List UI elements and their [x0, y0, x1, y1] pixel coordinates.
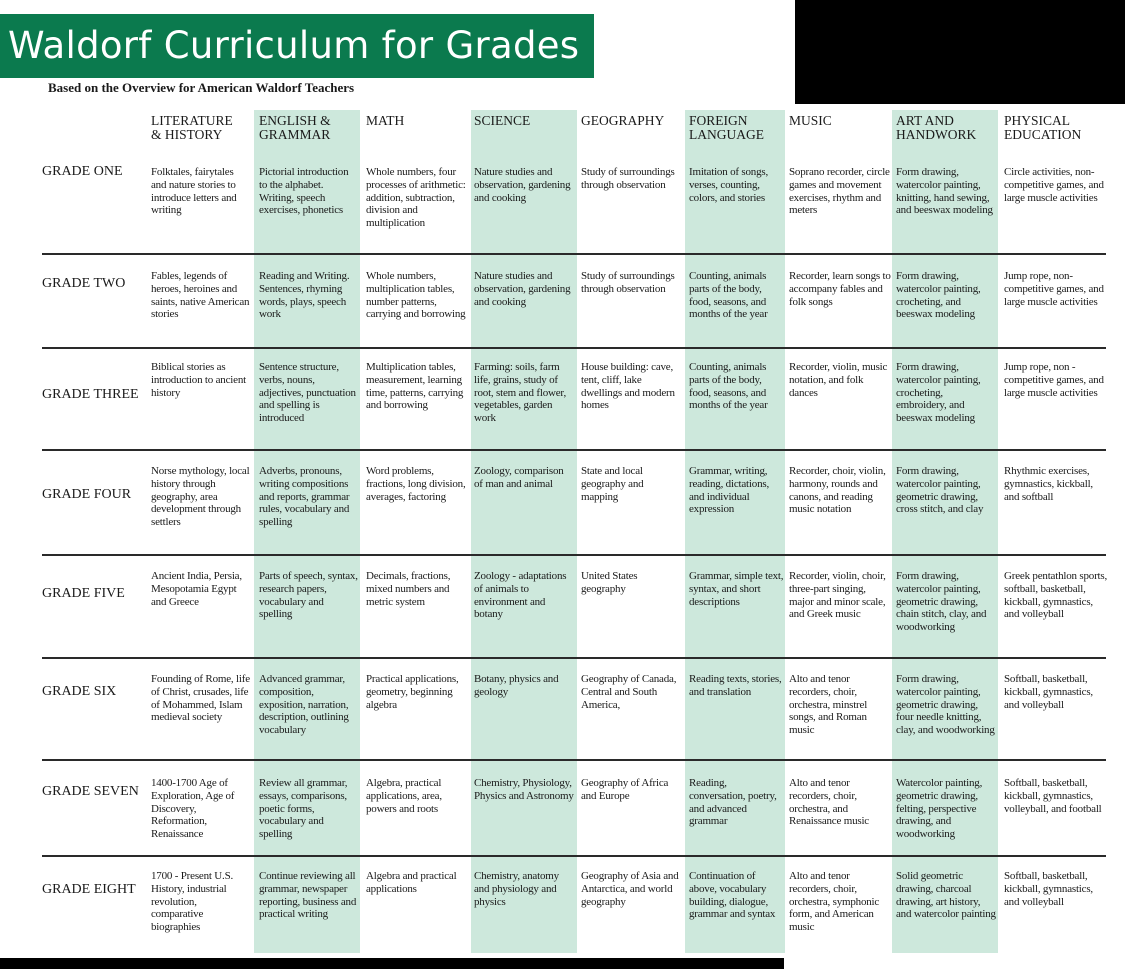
row-divider	[42, 253, 1106, 255]
curriculum-cell: Botany, physics and geology	[474, 673, 559, 698]
curriculum-cell: Jump rope, non - competitive games, and large muscle activities	[1004, 361, 1104, 399]
row-divider	[42, 759, 1106, 761]
grade-label: GRADE FIVE	[42, 586, 125, 601]
curriculum-cell: Form drawing, watercolor painting, crocheting, and beeswax modeling	[896, 270, 981, 321]
grade-label: GRADE SEVEN	[42, 784, 139, 799]
curriculum-cell: Geography of Asia and Antarctica, and world geography	[581, 870, 679, 908]
curriculum-cell: Imitation of songs, verses, counting, colors, and stories	[689, 166, 769, 204]
column-header-foreign-language: FOREIGN LANGUAGE	[689, 113, 764, 142]
curriculum-cell: Folktales, fairytales and nature stories to introduce letters and writing	[151, 166, 237, 217]
curriculum-cell: Rhythmic exercises, gymnastics, kickball, and softball	[1004, 465, 1093, 503]
curriculum-cell: Ancient India, Persia, Mesopotamia Egypt and Greece	[151, 570, 242, 608]
curriculum-cell: Alto and tenor recorders, choir, orchestra, and Renaissance music	[789, 777, 869, 828]
curriculum-cell: Grammar, simple text, syntax, and short descriptions	[689, 570, 784, 608]
column-header-literature: LITERATURE & HISTORY	[151, 113, 233, 142]
row-divider	[42, 449, 1106, 451]
curriculum-cell: Watercolor painting, geometric drawing, felting, perspective drawing, and woodworking	[896, 777, 983, 841]
curriculum-cell: Recorder, learn songs to accompany fables and folk songs	[789, 270, 891, 308]
column-header-science: SCIENCE	[474, 113, 531, 128]
curriculum-cell: Parts of speech, syntax, research papers, vocabulary and spelling	[259, 570, 358, 621]
curriculum-cell: Counting, animals parts of the body, food, seasons, and months of the year	[689, 270, 768, 321]
curriculum-cell: Form drawing, watercolor painting, crocheting, embroidery, and beeswax modeling	[896, 361, 981, 425]
curriculum-cell: Algebra and practical applications	[366, 870, 457, 895]
column-header-pe: PHYSICAL EDUCATION	[1004, 113, 1082, 142]
curriculum-cell: Chemistry, anatomy and physiology and physics	[474, 870, 559, 908]
curriculum-cell: Form drawing, watercolor painting, geometric drawing, chain stitch, clay, and woodworking	[896, 570, 987, 634]
curriculum-cell: Whole numbers, four processes of arithmetic: addition, subtraction, division and multiplication	[366, 166, 466, 230]
curriculum-cell: Soprano recorder, circle games and movement exercises, rhythm and meters	[789, 166, 890, 217]
curriculum-cell: Reading and Writing. Sentences, rhyming words, plays, speech work	[259, 270, 350, 321]
curriculum-cell: Sentence structure, verbs, nouns, adjectives, punctuation and spelling is introduced	[259, 361, 356, 425]
column-header-art: ART AND HANDWORK	[896, 113, 977, 142]
black-bottom-bar	[0, 958, 784, 969]
grade-label: GRADE TWO	[42, 276, 126, 291]
curriculum-cell: Softball, basketball, kickball, gymnastics, volleyball, and football	[1004, 777, 1102, 815]
curriculum-cell: United States geography	[581, 570, 638, 595]
black-corner-block	[795, 0, 1125, 104]
grade-label: GRADE EIGHT	[42, 882, 136, 897]
curriculum-cell: Fables, legends of heroes, heroines and saints, native American stories	[151, 270, 250, 321]
curriculum-cell: Reading texts, stories, and translation	[689, 673, 782, 698]
curriculum-cell: Grammar, writing, reading, dictations, and individual expression	[689, 465, 770, 516]
curriculum-cell: Geography of Africa and Europe	[581, 777, 669, 802]
curriculum-cell: Recorder, violin, music notation, and folk dances	[789, 361, 888, 399]
curriculum-cell: Recorder, choir, violin, harmony, rounds and canons, and reading music notation	[789, 465, 886, 516]
curriculum-cell: 1400-1700 Age of Exploration, Age of Discovery, Reformation, Renaissance	[151, 777, 235, 841]
page-subtitle: Based on the Overview for American Waldorf Teachers	[48, 80, 355, 95]
page-title: Waldorf Curriculum for Grades 1-8	[8, 24, 653, 67]
curriculum-cell: Review all grammar, essays, comparisons, poetic forms, vocabulary and spelling	[259, 777, 348, 841]
curriculum-cell: Alto and tenor recorders, choir, orchestra, minstrel songs, and Roman music	[789, 673, 868, 737]
curriculum-cell: Continuation of above, vocabulary building, dialogue, grammar and syntax	[689, 870, 776, 921]
curriculum-cell: Solid geometric drawing, charcoal drawing, art history, and watercolor painting	[896, 870, 996, 921]
column-header-music: MUSIC	[789, 113, 832, 128]
curriculum-cell: Decimals, fractions, mixed numbers and metric system	[366, 570, 451, 608]
curriculum-cell: Advanced grammar, composition, exposition, narration, description, outlining vocabulary	[259, 673, 349, 737]
curriculum-cell: Softball, basketball, kickball, gymnastics, and volleyball	[1004, 673, 1093, 711]
curriculum-cell: Biblical stories as introduction to ancient history	[151, 361, 246, 399]
curriculum-cell: Norse mythology, local history through geography, area development through settlers	[151, 465, 250, 529]
curriculum-cell: Adverbs, pronouns, writing compositions and reports, grammar rules, vocabulary and spelling	[259, 465, 350, 529]
curriculum-cell: Word problems, fractions, long division, averages, factoring	[366, 465, 466, 503]
curriculum-cell: Counting, animals parts of the body, food, seasons, and months of the year	[689, 361, 768, 412]
curriculum-cell: Form drawing, watercolor painting, geometric drawing, cross stitch, and clay	[896, 465, 984, 516]
curriculum-cell: Multiplication tables, measurement, learning time, patterns, carrying and borrowing	[366, 361, 464, 412]
curriculum-cell: Alto and tenor recorders, choir, orchestra, symphonic form, and American music	[789, 870, 880, 934]
curriculum-cell: Pictorial introduction to the alphabet. Writing, speech exercises, phonetics	[259, 166, 349, 217]
row-divider	[42, 657, 1106, 659]
curriculum-cell: Chemistry, Physiology, Physics and Astronomy	[474, 777, 574, 802]
curriculum-cell: Whole numbers, multiplication tables, number patterns, carrying and borrowing	[366, 270, 466, 321]
column-header-math: MATH	[366, 113, 405, 128]
curriculum-cell: Study of surroundings through observation	[581, 270, 675, 295]
shade-science	[471, 110, 577, 953]
curriculum-cell: Jump rope, non-competitive games, and large muscle activities	[1004, 270, 1104, 308]
curriculum-cell: Algebra, practical applications, area, powers and roots	[366, 777, 442, 815]
curriculum-cell: Form drawing, watercolor painting, knitting, hand sewing, and beeswax modeling	[896, 166, 993, 217]
curriculum-cell: Practical applications, geometry, beginning algebra	[366, 673, 459, 711]
grade-label: GRADE SIX	[42, 684, 117, 699]
curriculum-cell: Founding of Rome, life of Christ, crusades, life of Mohammed, Islam medieval society	[151, 673, 250, 724]
curriculum-cell: Zoology, comparison of man and animal	[474, 465, 564, 490]
curriculum-cell: Study of surroundings through observation	[581, 166, 675, 191]
title-banner	[0, 14, 653, 78]
grade-label: GRADE THREE	[42, 387, 139, 402]
row-divider	[42, 554, 1106, 556]
column-header-geography: GEOGRAPHY	[581, 113, 665, 128]
curriculum-cell: Softball, basketball, kickball, gymnastics, and volleyball	[1004, 870, 1093, 908]
row-divider	[42, 347, 1106, 349]
curriculum-cell: Reading, conversation, poetry, and advanced grammar	[689, 777, 777, 828]
curriculum-cell: Farming: soils, farm life, grains, study of root, stem and flower, vegetables, garden work	[474, 361, 566, 425]
curriculum-cell: Form drawing, watercolor painting, geometric drawing, four needle knitting, clay, and woodworking	[896, 673, 995, 737]
curriculum-cell: State and local geography and mapping	[581, 465, 644, 503]
curriculum-cell: Greek pentathlon sports, softball, basketball, kickball, gymnastics, and volleyball	[1004, 570, 1108, 621]
curriculum-cell: Recorder, violin, choir, three-part singing, major and minor scale, and Greek music	[789, 570, 886, 621]
curriculum-cell: Zoology - adaptations of animals to environment and botany	[474, 570, 567, 621]
curriculum-cell: Continue reviewing all grammar, newspaper reporting, business and practical writing	[259, 870, 357, 921]
curriculum-cell: Circle activities, non-competitive games, and large muscle activities	[1004, 166, 1104, 204]
curriculum-cell: Geography of Canada, Central and South America,	[581, 673, 677, 711]
curriculum-cell: Nature studies and observation, gardening and cooking	[474, 166, 571, 204]
column-header-english: ENGLISH & GRAMMAR	[259, 113, 331, 142]
grade-label: GRADE ONE	[42, 164, 123, 179]
curriculum-cell: Nature studies and observation, gardening and cooking	[474, 270, 571, 308]
grade-label: GRADE FOUR	[42, 487, 132, 502]
curriculum-cell: House building: cave, tent, cliff, lake dwellings and modern homes	[581, 361, 675, 412]
curriculum-cell: 1700 - Present U.S. History, industrial revolution, comparative biographies	[151, 870, 234, 934]
row-divider	[42, 855, 1106, 857]
